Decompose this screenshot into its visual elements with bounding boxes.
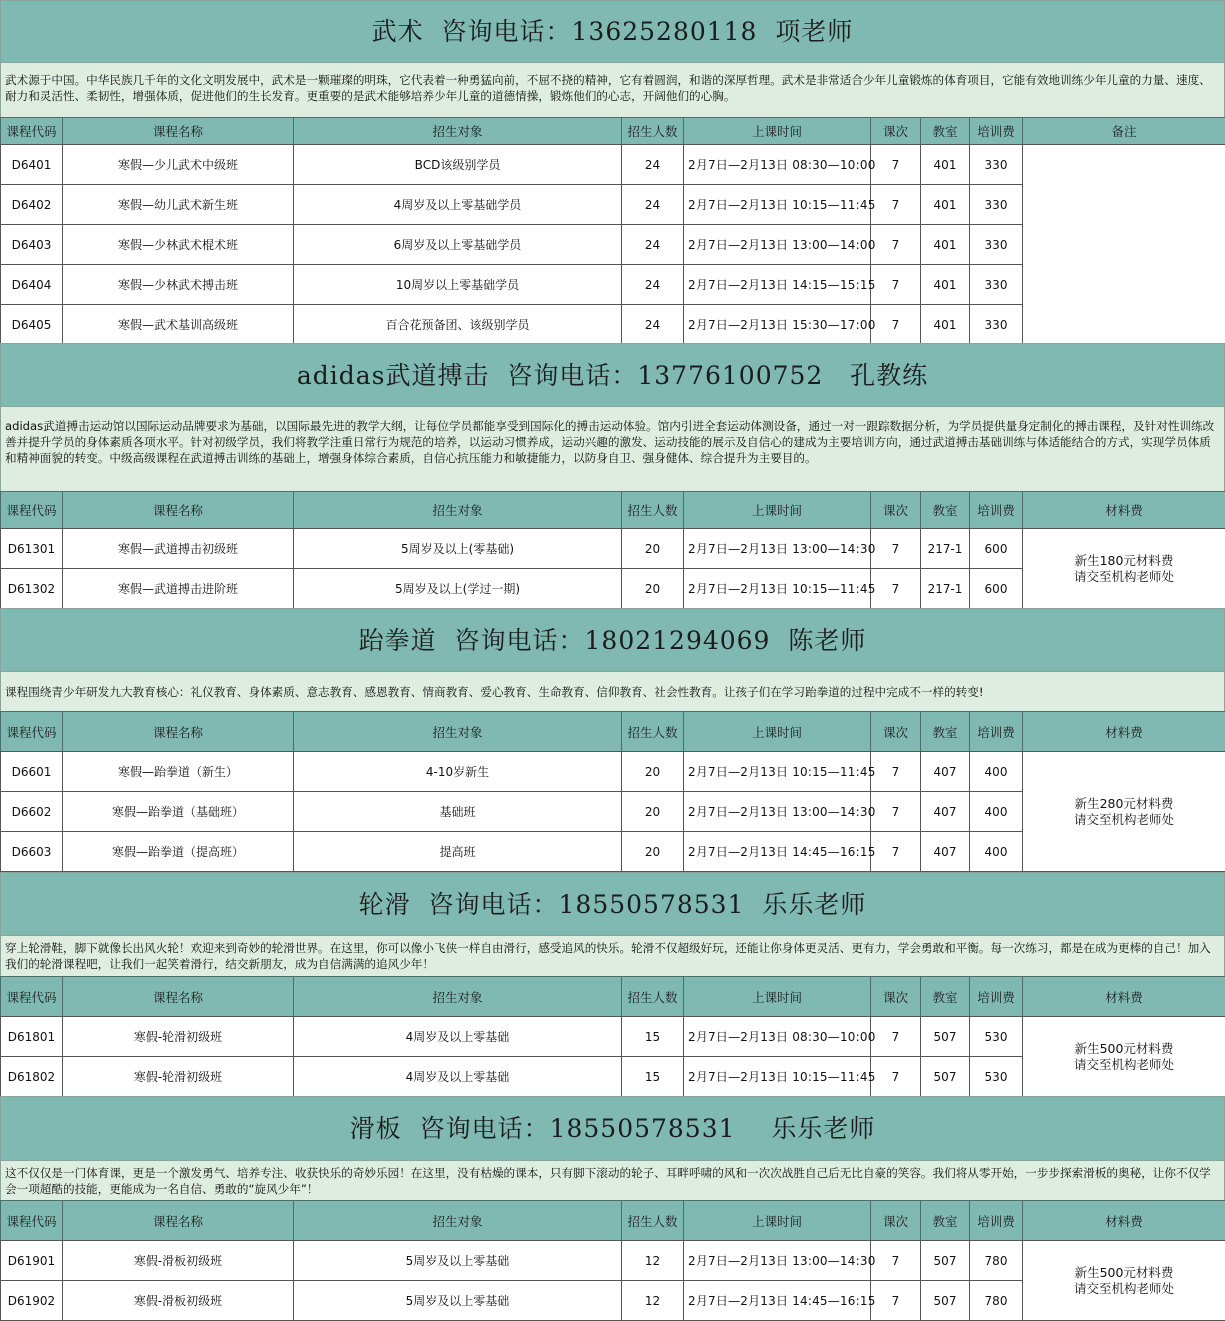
section-description-text: 这不仅仅是一门体育课，更是一个激发勇气、培养专注、收获快乐的奇妙乐园！在这里，没有枯燥的课本，只有脚下滚动的轮子、耳畔呼啸的风和一次次战胜自己后无比自豪的笑容。我们将从零开始，一步步探索滑板的奥秘，让你不仅学会一项超酷的技能，更能成为一名自信、勇敢的“旋风少年”！ <box>5 1165 1218 1197</box>
material-fee-note-line: 请交至机构老师处 <box>1074 569 1174 584</box>
cell-code: D61801 <box>1 1017 63 1057</box>
material-fee-note-line: 新生500元材料费 <box>1075 1041 1174 1056</box>
table-row <box>1 752 1225 792</box>
cell-sessions: 7 <box>871 1241 921 1281</box>
cell-name: 寒假—武术基训高级班 <box>63 305 294 345</box>
cell-count: 24 <box>622 265 684 305</box>
cell-target: 4周岁及以上零基础 <box>294 1057 622 1097</box>
cell-sessions: 7 <box>871 752 921 792</box>
table-header <box>0 711 1225 752</box>
table-header <box>0 1200 1225 1241</box>
cell-sessions: 7 <box>871 305 921 345</box>
cell-fee: 330 <box>970 145 1023 185</box>
cell-target: BCD该级别学员 <box>294 145 622 185</box>
cell-target: 百合花预备团、该级别学员 <box>294 305 622 345</box>
cell-time: 2月7日—2月13日 13:00—14:30 <box>684 1241 871 1281</box>
column-header-fee: 培训费 <box>970 1201 1023 1241</box>
cell-fee: 330 <box>970 185 1023 225</box>
cell-code: D6603 <box>1 832 63 872</box>
table-row <box>1 1017 1225 1057</box>
column-header-count: 招生人数 <box>622 118 684 145</box>
section-title: adidas武道搏击 咨询电话：13776100752 孔教练 <box>0 343 1225 406</box>
cell-name: 寒假—少林武术搏击班 <box>63 265 294 305</box>
cell-target: 基础班 <box>294 792 622 832</box>
cell-name: 寒假-轮滑初级班 <box>63 1017 294 1057</box>
cell-time: 2月7日—2月13日 10:15—11:45 <box>684 1057 871 1097</box>
cell-room: 217-1 <box>921 569 970 609</box>
cell-sessions: 7 <box>871 1017 921 1057</box>
cell-code: D6405 <box>1 305 63 345</box>
cell-fee: 400 <box>970 752 1023 792</box>
cell-target: 提高班 <box>294 832 622 872</box>
cell-name: 寒假-滑板初级班 <box>63 1281 294 1321</box>
cell-code: D61302 <box>1 569 63 609</box>
section-description-text: 武术源于中国。中华民族几千年的文化文明发展中，武术是一颗璀璨的明珠，它代表着一种勇猛向前，不屈不挠的精神，它有着圆润，和谐的深厚哲理。武术是非常适合少年儿童锻炼的体育项目，它能有效地训练少年儿童的力量、速度、耐力和灵活性、柔韧性，增强体质，促进他们的生长发育。更重要的是武术能够培养少年儿童的道德情操，锻炼他们的心志，开阔他们的心胸。 <box>5 72 1218 104</box>
cell-room: 507 <box>921 1281 970 1321</box>
section-description <box>0 935 1225 976</box>
column-header-time: 上课时间 <box>684 1201 871 1241</box>
cell-count: 24 <box>622 145 684 185</box>
cell-count: 20 <box>622 752 684 792</box>
cell-time: 2月7日—2月13日 08:30—10:00 <box>684 145 871 185</box>
column-header-time: 上课时间 <box>684 712 871 752</box>
header-row <box>1 977 1225 1017</box>
column-header-fee: 培训费 <box>970 712 1023 752</box>
cell-room: 401 <box>921 225 970 265</box>
cell-name: 寒假—跆拳道（基础班） <box>63 792 294 832</box>
cell-fee: 330 <box>970 225 1023 265</box>
column-header-code: 课程代码 <box>1 118 63 145</box>
section-description-text: adidas武道搏击运动馆以国际运动品牌要求为基础，以国际最先进的教学大纲，让每位学员都能享受到国际化的搏击运动体验。馆内引进全套运动体测设备，通过一对一跟踪数据分析，为学员提供量身定制化的搏击课程，及针对性训练改善并提升学员的身体素质各项水平。针对初级学员，我们将教学注重日常行为规范的培养，以运动习惯养成，运动兴趣的激发、运动技能的展示及自信心的建成为主要培训方向，通过武道搏击基础训练与体适能结合的方式，实现学员体质和精神面貌的转变。中级高级课程在武道搏击训练的基础上，增强身体综合素质，自信心抗压能力和敏捷能力，以防身自卫、强身健体、综合提升为主要目的。 <box>5 418 1218 466</box>
material-fee-note-line: 新生180元材料费 <box>1075 553 1174 568</box>
column-header-time: 上课时间 <box>684 492 871 529</box>
cell-room: 401 <box>921 185 970 225</box>
cell-code: D61901 <box>1 1241 63 1281</box>
material-fee-note <box>1023 1017 1225 1097</box>
column-header-name: 课程名称 <box>63 118 294 145</box>
cell-target: 5周岁及以上零基础 <box>294 1281 622 1321</box>
cell-target: 4周岁及以上零基础 <box>294 1017 622 1057</box>
column-header-extra: 备注 <box>1023 118 1225 145</box>
section-description <box>0 671 1225 711</box>
column-header-room: 教室 <box>921 492 970 529</box>
cell-time: 2月7日—2月13日 10:15—11:45 <box>684 569 871 609</box>
column-header-target: 招生对象 <box>294 118 622 145</box>
cell-time: 2月7日—2月13日 14:45—16:15 <box>684 1281 871 1321</box>
cell-count: 20 <box>622 529 684 569</box>
cell-time: 2月7日—2月13日 13:00—14:00 <box>684 225 871 265</box>
column-header-sessions: 课次 <box>871 1201 921 1241</box>
cell-name: 寒假-轮滑初级班 <box>63 1057 294 1097</box>
cell-sessions: 7 <box>871 265 921 305</box>
cell-code: D6601 <box>1 752 63 792</box>
column-header-fee: 培训费 <box>970 492 1023 529</box>
material-fee-note <box>1023 752 1225 872</box>
cell-code: D6404 <box>1 265 63 305</box>
column-header-code: 课程代码 <box>1 977 63 1017</box>
cell-fee: 330 <box>970 265 1023 305</box>
cell-target: 5周岁及以上零基础 <box>294 1241 622 1281</box>
cell-sessions: 7 <box>871 145 921 185</box>
header-row <box>1 118 1225 145</box>
cell-room: 401 <box>921 145 970 185</box>
column-header-sessions: 课次 <box>871 118 921 145</box>
cell-name: 寒假—跆拳道（新生） <box>63 752 294 792</box>
column-header-name: 课程名称 <box>63 492 294 529</box>
cell-count: 20 <box>622 569 684 609</box>
column-header-count: 招生人数 <box>622 492 684 529</box>
cell-fee: 400 <box>970 832 1023 872</box>
cell-time: 2月7日—2月13日 14:45—16:15 <box>684 832 871 872</box>
section-description <box>0 62 1225 117</box>
cell-fee: 780 <box>970 1281 1023 1321</box>
cell-fee: 400 <box>970 792 1023 832</box>
cell-count: 12 <box>622 1281 684 1321</box>
cell-count: 20 <box>622 792 684 832</box>
cell-target: 10周岁以上零基础学员 <box>294 265 622 305</box>
column-header-code: 课程代码 <box>1 492 63 529</box>
cell-sessions: 7 <box>871 185 921 225</box>
column-header-code: 课程代码 <box>1 712 63 752</box>
column-header-target: 招生对象 <box>294 977 622 1017</box>
column-header-room: 教室 <box>921 712 970 752</box>
cell-name: 寒假-滑板初级班 <box>63 1241 294 1281</box>
cell-target: 6周岁及以上零基础学员 <box>294 225 622 265</box>
cell-time: 2月7日—2月13日 13:00—14:30 <box>684 792 871 832</box>
section-title: 武术 咨询电话：13625280118 项老师 <box>0 0 1225 62</box>
cell-name: 寒假—幼儿武术新生班 <box>63 185 294 225</box>
cell-code: D61902 <box>1 1281 63 1321</box>
column-header-target: 招生对象 <box>294 1201 622 1241</box>
cell-time: 2月7日—2月13日 13:00—14:30 <box>684 529 871 569</box>
cell-sessions: 7 <box>871 1281 921 1321</box>
cell-count: 24 <box>622 225 684 265</box>
cell-count: 15 <box>622 1017 684 1057</box>
cell-code: D6402 <box>1 185 63 225</box>
cell-time: 2月7日—2月13日 10:15—11:45 <box>684 185 871 225</box>
cell-time: 2月7日—2月13日 14:15—15:15 <box>684 265 871 305</box>
material-fee-note <box>1023 145 1225 345</box>
cell-code: D61301 <box>1 529 63 569</box>
cell-fee: 780 <box>970 1241 1023 1281</box>
material-fee-note <box>1023 1241 1225 1321</box>
cell-fee: 530 <box>970 1057 1023 1097</box>
header-row <box>1 492 1225 529</box>
column-header-name: 课程名称 <box>63 712 294 752</box>
table-header <box>0 117 1225 145</box>
column-header-room: 教室 <box>921 1201 970 1241</box>
table-row <box>1 145 1225 185</box>
course-table <box>0 528 1225 609</box>
cell-count: 24 <box>622 185 684 225</box>
column-header-count: 招生人数 <box>622 1201 684 1241</box>
cell-room: 407 <box>921 832 970 872</box>
table-row <box>1 1241 1225 1281</box>
cell-target: 4周岁及以上零基础学员 <box>294 185 622 225</box>
column-header-time: 上课时间 <box>684 977 871 1017</box>
column-header-target: 招生对象 <box>294 492 622 529</box>
header-row <box>1 1201 1225 1241</box>
column-header-extra: 材料费 <box>1023 492 1225 529</box>
column-header-sessions: 课次 <box>871 977 921 1017</box>
cell-target: 4-10岁新生 <box>294 752 622 792</box>
section-description <box>0 1160 1225 1200</box>
cell-count: 20 <box>622 832 684 872</box>
course-table <box>0 751 1225 872</box>
cell-fee: 330 <box>970 305 1023 345</box>
column-header-target: 招生对象 <box>294 712 622 752</box>
column-header-count: 招生人数 <box>622 712 684 752</box>
material-fee-note-line: 请交至机构老师处 <box>1074 812 1174 827</box>
section-description <box>0 406 1225 491</box>
header-row <box>1 712 1225 752</box>
column-header-fee: 培训费 <box>970 977 1023 1017</box>
cell-fee: 600 <box>970 529 1023 569</box>
cell-code: D6401 <box>1 145 63 185</box>
cell-fee: 530 <box>970 1017 1023 1057</box>
cell-room: 407 <box>921 792 970 832</box>
column-header-extra: 材料费 <box>1023 1201 1225 1241</box>
column-header-sessions: 课次 <box>871 492 921 529</box>
cell-time: 2月7日—2月13日 08:30—10:00 <box>684 1017 871 1057</box>
cell-code: D61802 <box>1 1057 63 1097</box>
cell-count: 12 <box>622 1241 684 1281</box>
material-fee-note-line: 请交至机构老师处 <box>1074 1057 1174 1072</box>
column-header-sessions: 课次 <box>871 712 921 752</box>
cell-code: D6403 <box>1 225 63 265</box>
material-fee-note-line: 新生500元材料费 <box>1075 1265 1174 1280</box>
section-description-text: 穿上轮滑鞋，脚下就像长出风火轮！欢迎来到奇妙的轮滑世界。在这里，你可以像小飞侠一样自由滑行，感受追风的快乐。轮滑不仅超级好玩，还能让你身体更灵活、更有力，学会勇敢和平衡。每一次练习，都是在成为更棒的自己！加入我们的轮滑课程吧，让我们一起笑着滑行，结交新朋友，成为自信满满的追风少年！ <box>5 940 1218 972</box>
cell-room: 507 <box>921 1057 970 1097</box>
section-title: 滑板 咨询电话：18550578531 乐乐老师 <box>0 1096 1225 1160</box>
table-header <box>0 976 1225 1017</box>
cell-name: 寒假—武道搏击进阶班 <box>63 569 294 609</box>
section-description-text: 课程围绕青少年研发九大教育核心：礼仪教育、身体素质、意志教育、感恩教育、情商教育、爱心教育、生命教育、信仰教育、社会性教育。让孩子们在学习跆拳道的过程中完成不一样的转变! <box>5 684 1218 700</box>
table-header <box>0 491 1225 529</box>
column-header-extra: 材料费 <box>1023 977 1225 1017</box>
cell-room: 401 <box>921 265 970 305</box>
cell-sessions: 7 <box>871 569 921 609</box>
cell-count: 24 <box>622 305 684 345</box>
course-table <box>0 1240 1225 1321</box>
column-header-code: 课程代码 <box>1 1201 63 1241</box>
cell-room: 507 <box>921 1017 970 1057</box>
cell-sessions: 7 <box>871 225 921 265</box>
cell-time: 2月7日—2月13日 10:15—11:45 <box>684 752 871 792</box>
material-fee-note <box>1023 529 1225 609</box>
cell-target: 5周岁及以上(学过一期) <box>294 569 622 609</box>
section-title: 轮滑 咨询电话：18550578531 乐乐老师 <box>0 872 1225 935</box>
column-header-count: 招生人数 <box>622 977 684 1017</box>
course-table <box>0 1016 1225 1097</box>
cell-target: 5周岁及以上(零基础) <box>294 529 622 569</box>
course-table <box>0 144 1225 345</box>
cell-room: 217-1 <box>921 529 970 569</box>
cell-name: 寒假—少林武术棍术班 <box>63 225 294 265</box>
cell-room: 407 <box>921 752 970 792</box>
cell-code: D6602 <box>1 792 63 832</box>
column-header-extra: 材料费 <box>1023 712 1225 752</box>
column-header-fee: 培训费 <box>970 118 1023 145</box>
column-header-time: 上课时间 <box>684 118 871 145</box>
cell-name: 寒假—少儿武术中级班 <box>63 145 294 185</box>
cell-name: 寒假—武道搏击初级班 <box>63 529 294 569</box>
cell-count: 15 <box>622 1057 684 1097</box>
cell-room: 507 <box>921 1241 970 1281</box>
cell-sessions: 7 <box>871 1057 921 1097</box>
column-header-name: 课程名称 <box>63 1201 294 1241</box>
cell-sessions: 7 <box>871 832 921 872</box>
table-row <box>1 529 1225 569</box>
material-fee-note-line: 新生280元材料费 <box>1075 796 1174 811</box>
column-header-name: 课程名称 <box>63 977 294 1017</box>
cell-sessions: 7 <box>871 529 921 569</box>
section-title: 跆拳道 咨询电话：18021294069 陈老师 <box>0 608 1225 671</box>
cell-sessions: 7 <box>871 792 921 832</box>
column-header-room: 教室 <box>921 977 970 1017</box>
material-fee-note-line: 请交至机构老师处 <box>1074 1281 1174 1296</box>
cell-room: 401 <box>921 305 970 345</box>
cell-name: 寒假—跆拳道（提高班） <box>63 832 294 872</box>
cell-time: 2月7日—2月13日 15:30—17:00 <box>684 305 871 345</box>
column-header-room: 教室 <box>921 118 970 145</box>
cell-fee: 600 <box>970 569 1023 609</box>
